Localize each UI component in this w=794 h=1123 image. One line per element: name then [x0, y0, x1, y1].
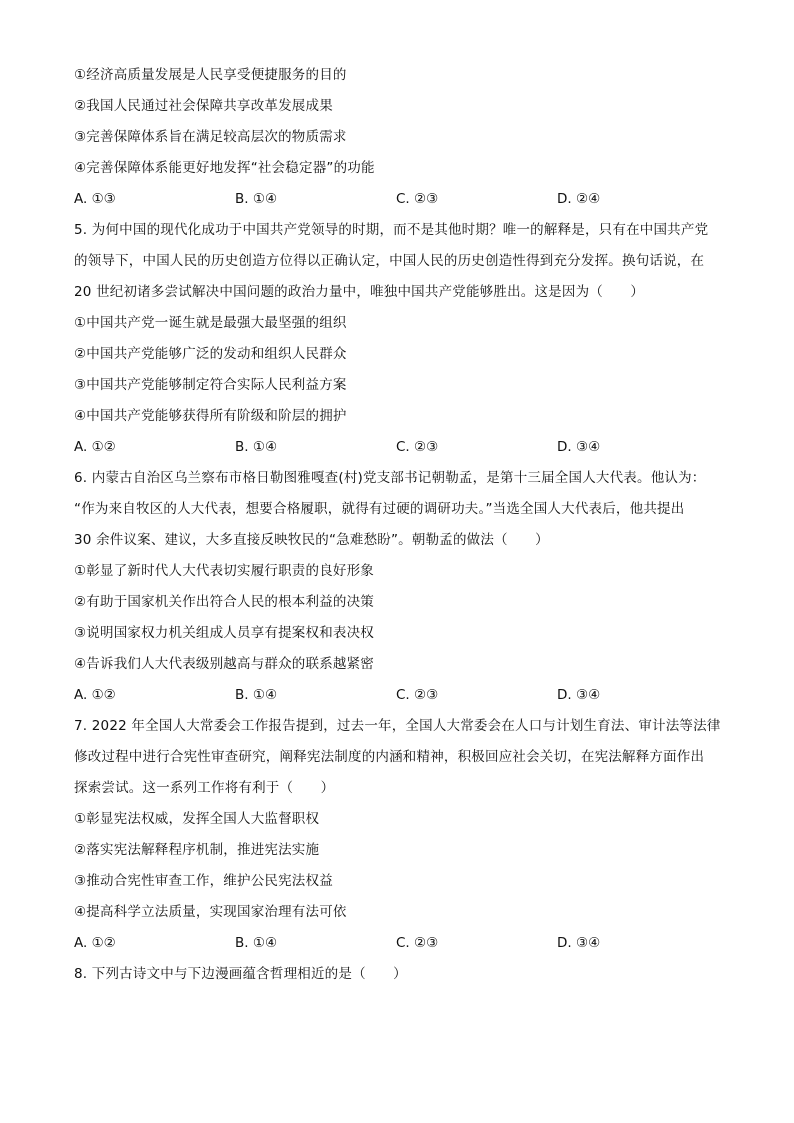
option-a: A. ①②: [74, 687, 116, 703]
stem-line: 6. 内蒙古自治区乌兰察布市格日勒图雅嘎查(村)党支部书记朝勒孟，是第十三届全国人大代表。他认为：: [74, 470, 706, 486]
stem-line: 5. 为何中国的现代化成功于中国共产党领导的时期，而不是其他时期？唯一的解释是，只有在中国共产党: [74, 222, 709, 238]
option-a: A. ①②: [74, 935, 116, 951]
option-c: C. ②③: [396, 191, 439, 207]
statement-4: ④告诉我们人大代表级别越高与群众的联系越紧密: [74, 656, 375, 672]
question-stem: [74, 465, 724, 553]
stem-line: “作为来自牧区的人大代表，想要合格履职，就得有过硬的调研功夫。”当选全国人大代表后，他共提出: [74, 501, 685, 517]
statement-1: ①彰显了新时代人大代表切实履行职责的良好形象: [74, 563, 375, 579]
option-c: C. ②③: [396, 687, 439, 703]
statement-2: ②中国共产党能够广泛的发动和组织人民群众: [74, 346, 347, 362]
option-a: A. ①②: [74, 439, 116, 455]
statement-1: ①经济高质量发展是人民享受便捷服务的目的: [74, 67, 347, 83]
statement-2: ②有助于国家机关作出符合人民的根本利益的决策: [74, 594, 375, 610]
question-stem: 8. 下列古诗文中与下边漫画蕴含哲理相近的是（ ）: [74, 966, 407, 982]
statement-3: ③说明国家权力机关组成人员享有提案权和表决权: [74, 625, 375, 641]
answer-options: [74, 682, 724, 713]
statement-3: ③推动合宪性审查工作，维护公民宪法权益: [74, 873, 333, 889]
question-5: [74, 217, 724, 465]
statement-4: ④提高科学立法质量，实现国家治理有法可依: [74, 904, 347, 920]
option-b: B. ①④: [235, 191, 278, 207]
option-d: D. ③④: [557, 687, 601, 703]
statement-3: ③中国共产党能够制定符合实际人民利益方案: [74, 377, 347, 393]
stem-line: 30 余件议案、建议，大多直接反映牧民的“急难愁盼”。朝勒孟的做法（ ）: [74, 532, 549, 548]
statement-1: ①彰显宪法权威，发挥全国人大监督职权: [74, 811, 320, 827]
option-b: B. ①④: [235, 935, 278, 951]
option-b: B. ①④: [235, 439, 278, 455]
question-6: [74, 465, 724, 713]
answer-options: [74, 434, 724, 465]
statement-1: ①中国共产党一诞生就是最强大最坚强的组织: [74, 315, 347, 331]
stem-line: 修改过程中进行合宪性审查研究，阐释宪法制度的内涵和精神，积极回应社会关切，在宪法解释方面作出: [74, 749, 705, 765]
statement-2: ②落实宪法解释程序机制，推进宪法实施: [74, 842, 320, 858]
option-d: D. ③④: [557, 935, 601, 951]
option-d: D. ②④: [557, 191, 601, 207]
stem-line: 20 世纪初诸多尝试解决中国问题的政治力量中，唯独中国共产党能够胜出。这是因为（ ）: [74, 284, 645, 300]
option-c: C. ②③: [396, 439, 439, 455]
question-4-continued: [74, 62, 724, 217]
question-7: [74, 713, 724, 961]
option-c: C. ②③: [396, 935, 439, 951]
answer-options: [74, 930, 724, 961]
stem-line: 的领导下，中国人民的历史创造方位得以正确认定，中国人民的历史创造性得到充分发挥。换句话说，在: [74, 253, 705, 269]
exam-page: [74, 62, 724, 992]
stem-line: 探索尝试。这一系列工作将有利于（ ）: [74, 780, 335, 796]
statement-3: ③完善保障体系旨在满足较高层次的物质需求: [74, 129, 347, 145]
stem-line: 7. 2022 年全国人大常委会工作报告提到，过去一年，全国人大常委会在人口与计划生育法、审计法等法律: [74, 718, 721, 734]
answer-options: [74, 186, 724, 217]
option-a: A. ①③: [74, 191, 116, 207]
question-8: [74, 961, 724, 992]
option-d: D. ③④: [557, 439, 601, 455]
statement-4: ④中国共产党能够获得所有阶级和阶层的拥护: [74, 408, 347, 424]
statement-2: ②我国人民通过社会保障共享改革发展成果: [74, 98, 333, 114]
question-stem: [74, 713, 724, 801]
statement-4: ④完善保障体系能更好地发挥“社会稳定器”的功能: [74, 160, 375, 176]
option-b: B. ①④: [235, 687, 278, 703]
question-stem: [74, 217, 724, 305]
